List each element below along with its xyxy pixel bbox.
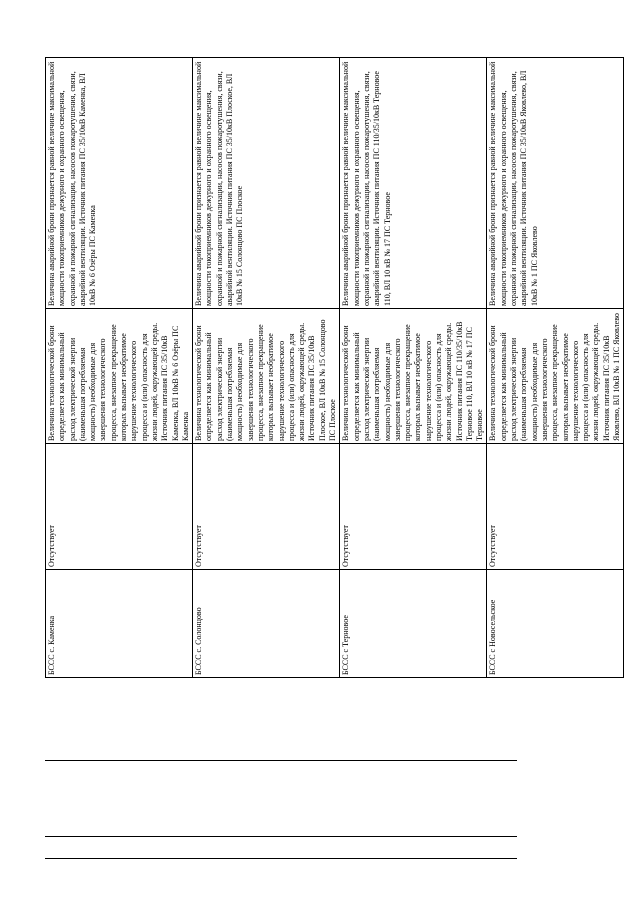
object-name-cell: БССС с. Солонцово [193, 570, 340, 678]
table-row [46, 58, 193, 678]
table-row [193, 58, 340, 678]
footer-rule [45, 760, 517, 761]
tech-reserve-cell: Величина технологической брони определяется как минимальный расход электрической энергии (наименьшая потребляемая мощность) необходимые для завершения технологического процесса, внезапное прекращение которых вызывает необратимое нарушение технологического процесса и (или) опасность для жизни людей, окружающей среды. Источник питания ПС 35/10кВ Каменка, ВЛ 10кВ № 6 Озёры ПС Каменка [46, 309, 193, 444]
status-cell: Отсутствует [46, 444, 193, 570]
object-name-cell: БССС с Новосельское [487, 570, 624, 678]
object-name-cell: БССС с. Каменка [46, 570, 193, 678]
emergency-reserve-cell: Величина аварийной брони признается равной величине максимальной мощности токоприемников дежурного и охранного освещения, охранной и пожарной сигнализации, насосов пожаротушения, связи, аварийной вентиляции. Источник питания ПС 35/10кВ Яковлево, ВЛ 10кВ № 1 ПС Яковлево [487, 58, 624, 309]
status-cell: Отсутствует [487, 444, 624, 570]
rotated-table-container [45, 58, 622, 678]
emergency-reserve-cell: Величина аварийной брони признается равной величине максимальной мощности токоприемников дежурного и охранного освещения, охранной и пожарной сигнализации, насосов пожаротушения, связи, аварийной вентиляции. Источник питания ПС 35/10кВ Каменка, ВЛ 10кВ № 6 Озёры ПС Каменка [46, 58, 193, 309]
emergency-reserve-cell: Величина аварийной брони признается равной величине максимальной мощности токоприемников дежурного и охранного освещения, охранной и пожарной сигнализации, насосов пожаротушения, связи, аварийной вентиляции. Источник питания ПС 35/10кВ Плоское, ВЛ 10кВ № 15 Солонцово ПС Плоское [193, 58, 340, 309]
reserve-table [45, 57, 624, 678]
footer-rule [45, 858, 517, 859]
tech-reserve-cell: Величина технологической брони определяется как минимальный расход электрической энергии (наименьшая потребляемая мощность) необходимые для завершения технологического процесса, внезапное прекращение которых вызывает необратимое нарушение технологического процесса и (или) опасность для жизни людей, окружающей среды. Источник питания ПС 110/35/10кВ Терновое 110, ВЛ 10 кВ № 17 ПС Терновое [340, 309, 487, 444]
tech-reserve-cell: Величина технологической брони определяется как минимальный расход электрической энергии (наименьшая потребляемая мощность) необходимые для завершения технологического процесса, внезапное прекращение которых вызывает необратимое нарушение технологического процесса и (или) опасность для жизни людей, окружающей среды. Источник питания ПС 35/10кВ Плоское, ВЛ 10кВ № 15 Солонцово ПС Плоское [193, 309, 340, 444]
table-row [340, 58, 487, 678]
footer-rule [45, 836, 517, 837]
table-row [487, 58, 624, 678]
object-name-cell: БССС с Терновое [340, 570, 487, 678]
status-cell: Отсутствует [340, 444, 487, 570]
emergency-reserve-cell: Величина аварийной брони признается равной величине максимальной мощности токоприемников дежурного и охранного освещения, охранной и пожарной сигнализации, насосов пожаротушения, связи, аварийной вентиляции. Источник питания ПС 110/35/10кВ Терновое 110, ВЛ 10 кВ № 17 ПС Терновое [340, 58, 487, 309]
tech-reserve-cell: Величина технологической брони определяется как минимальный расход электрической энергии (наименьшая потребляемая мощность) необходимые для завершения технологического процесса, внезапное прекращение которых вызывает необратимое нарушение технологического процесса и (или) опасность для жизни людей, окружающей среды. Источник питания ПС 35/10кВ Яковлево, ВЛ 10кВ № 1 ПС Яковлево [487, 309, 624, 444]
status-cell: Отсутствует [193, 444, 340, 570]
